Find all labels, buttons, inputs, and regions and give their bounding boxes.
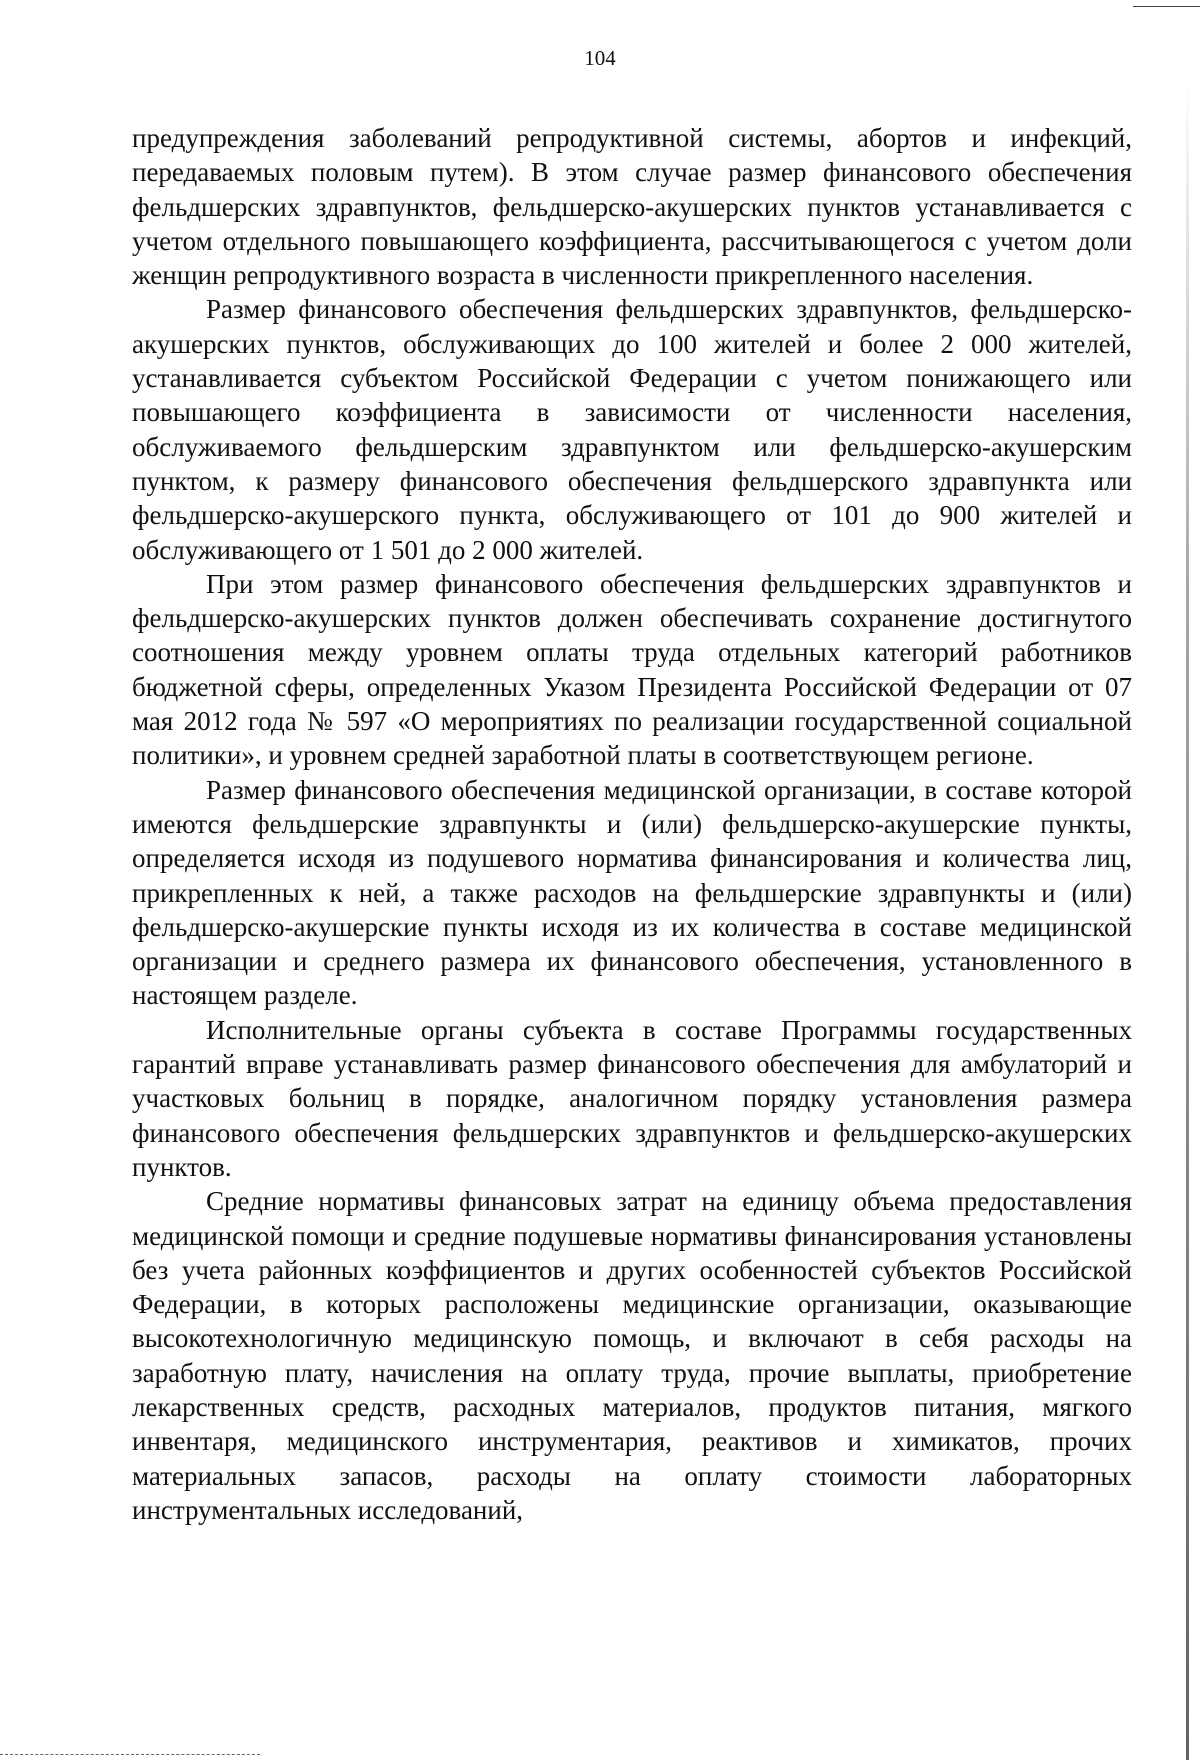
- page-number: 104: [584, 46, 616, 70]
- scan-bottom-rule: [0, 1754, 260, 1756]
- paragraph-continuation: предупреждения заболеваний репродуктивной системы, абортов и инфекций, передаваемых половым путем). В этом случае размер финансового обеспечения фельдшерских здравпунктов, фельдшерско-акушерских пунктов устанавливается с учетом отдельного повышающего коэффициента, рассчитывающегося с учетом доли женщин репродуктивного возраста в численности прикрепленного населения.: [132, 123, 1132, 291]
- scan-right-edge: [1186, 80, 1189, 1760]
- body-text: [132, 121, 1132, 1527]
- paragraph: Размер финансового обеспечения фельдшерских здравпунктов, фельдшерско-акушерских пунктов, обслуживающих до 100 жителей и более 2 000 жителей, устанавливается субъектом Российской Федерации с учетом понижающего или повышающего коэффициента в зависимости от численности населения, обслуживаемого фельдшерским здравпунктом или фельдшерско-акушерским пунктом, к размеру финансового обеспечения фельдшерского здравпункта или фельдшерско-акушерского пункта, обслуживающего от 101 до 900 жителей и обслуживающего от 1 501 до 2 000 жителей.: [132, 294, 1132, 565]
- paragraph: Исполнительные органы субъекта в составе Программы государственных гарантий вправе устанавливать размер финансового обеспечения для амбулаторий и участковых больниц в порядке, аналогичном порядку установления размера финансового обеспечения фельдшерских здравпунктов и фельдшерско-акушерских пунктов.: [132, 1014, 1132, 1182]
- paragraph: Размер финансового обеспечения медицинской организации, в составе которой имеются фельдшерские здравпункты и (или) фельдшерско-акушерские пункты, определяется исходя из подушевого норматива финансирования и количества лиц, прикрепленных к ней, а также расходов на фельдшерские здравпункты и (или) фельдшерско-акушерские пункты исходя из их количества в составе медицинской организации и среднего размера их финансового обеспечения, установленного в настоящем разделе.: [132, 774, 1132, 1011]
- paragraph: При этом размер финансового обеспечения фельдшерских здравпунктов и фельдшерско-акушерских пунктов должен обеспечивать сохранение достигнутого соотношения между уровнем оплаты труда отдельных категорий работников бюджетной сферы, определенных Указом Президента Российской Федерации от 07 мая 2012 года № 597 «О мероприятиях по реализации государственной социальной политики», и уровнем средней заработной платы в соответствующем регионе.: [132, 568, 1132, 771]
- scan-top-rule: [1133, 6, 1200, 7]
- paragraph: Средние нормативы финансовых затрат на единицу объема предоставления медицинской помощи и средние подушевые нормативы финансирования установлены без учета районных коэффициентов и других особенностей субъектов Российской Федерации, в которых расположены медицинские организации, оказывающие высокотехнологичную медицинскую помощь, и включают в себя расходы на заработную плату, начисления на оплату труда, прочие выплаты, приобретение лекарственных средств, расходных материалов, продуктов питания, мягкого инвентаря, медицинского инструментария, реактивов и химикатов, прочих материальных запасов, расходы на оплату стоимости лабораторных инструментальных исследований,: [132, 1186, 1132, 1525]
